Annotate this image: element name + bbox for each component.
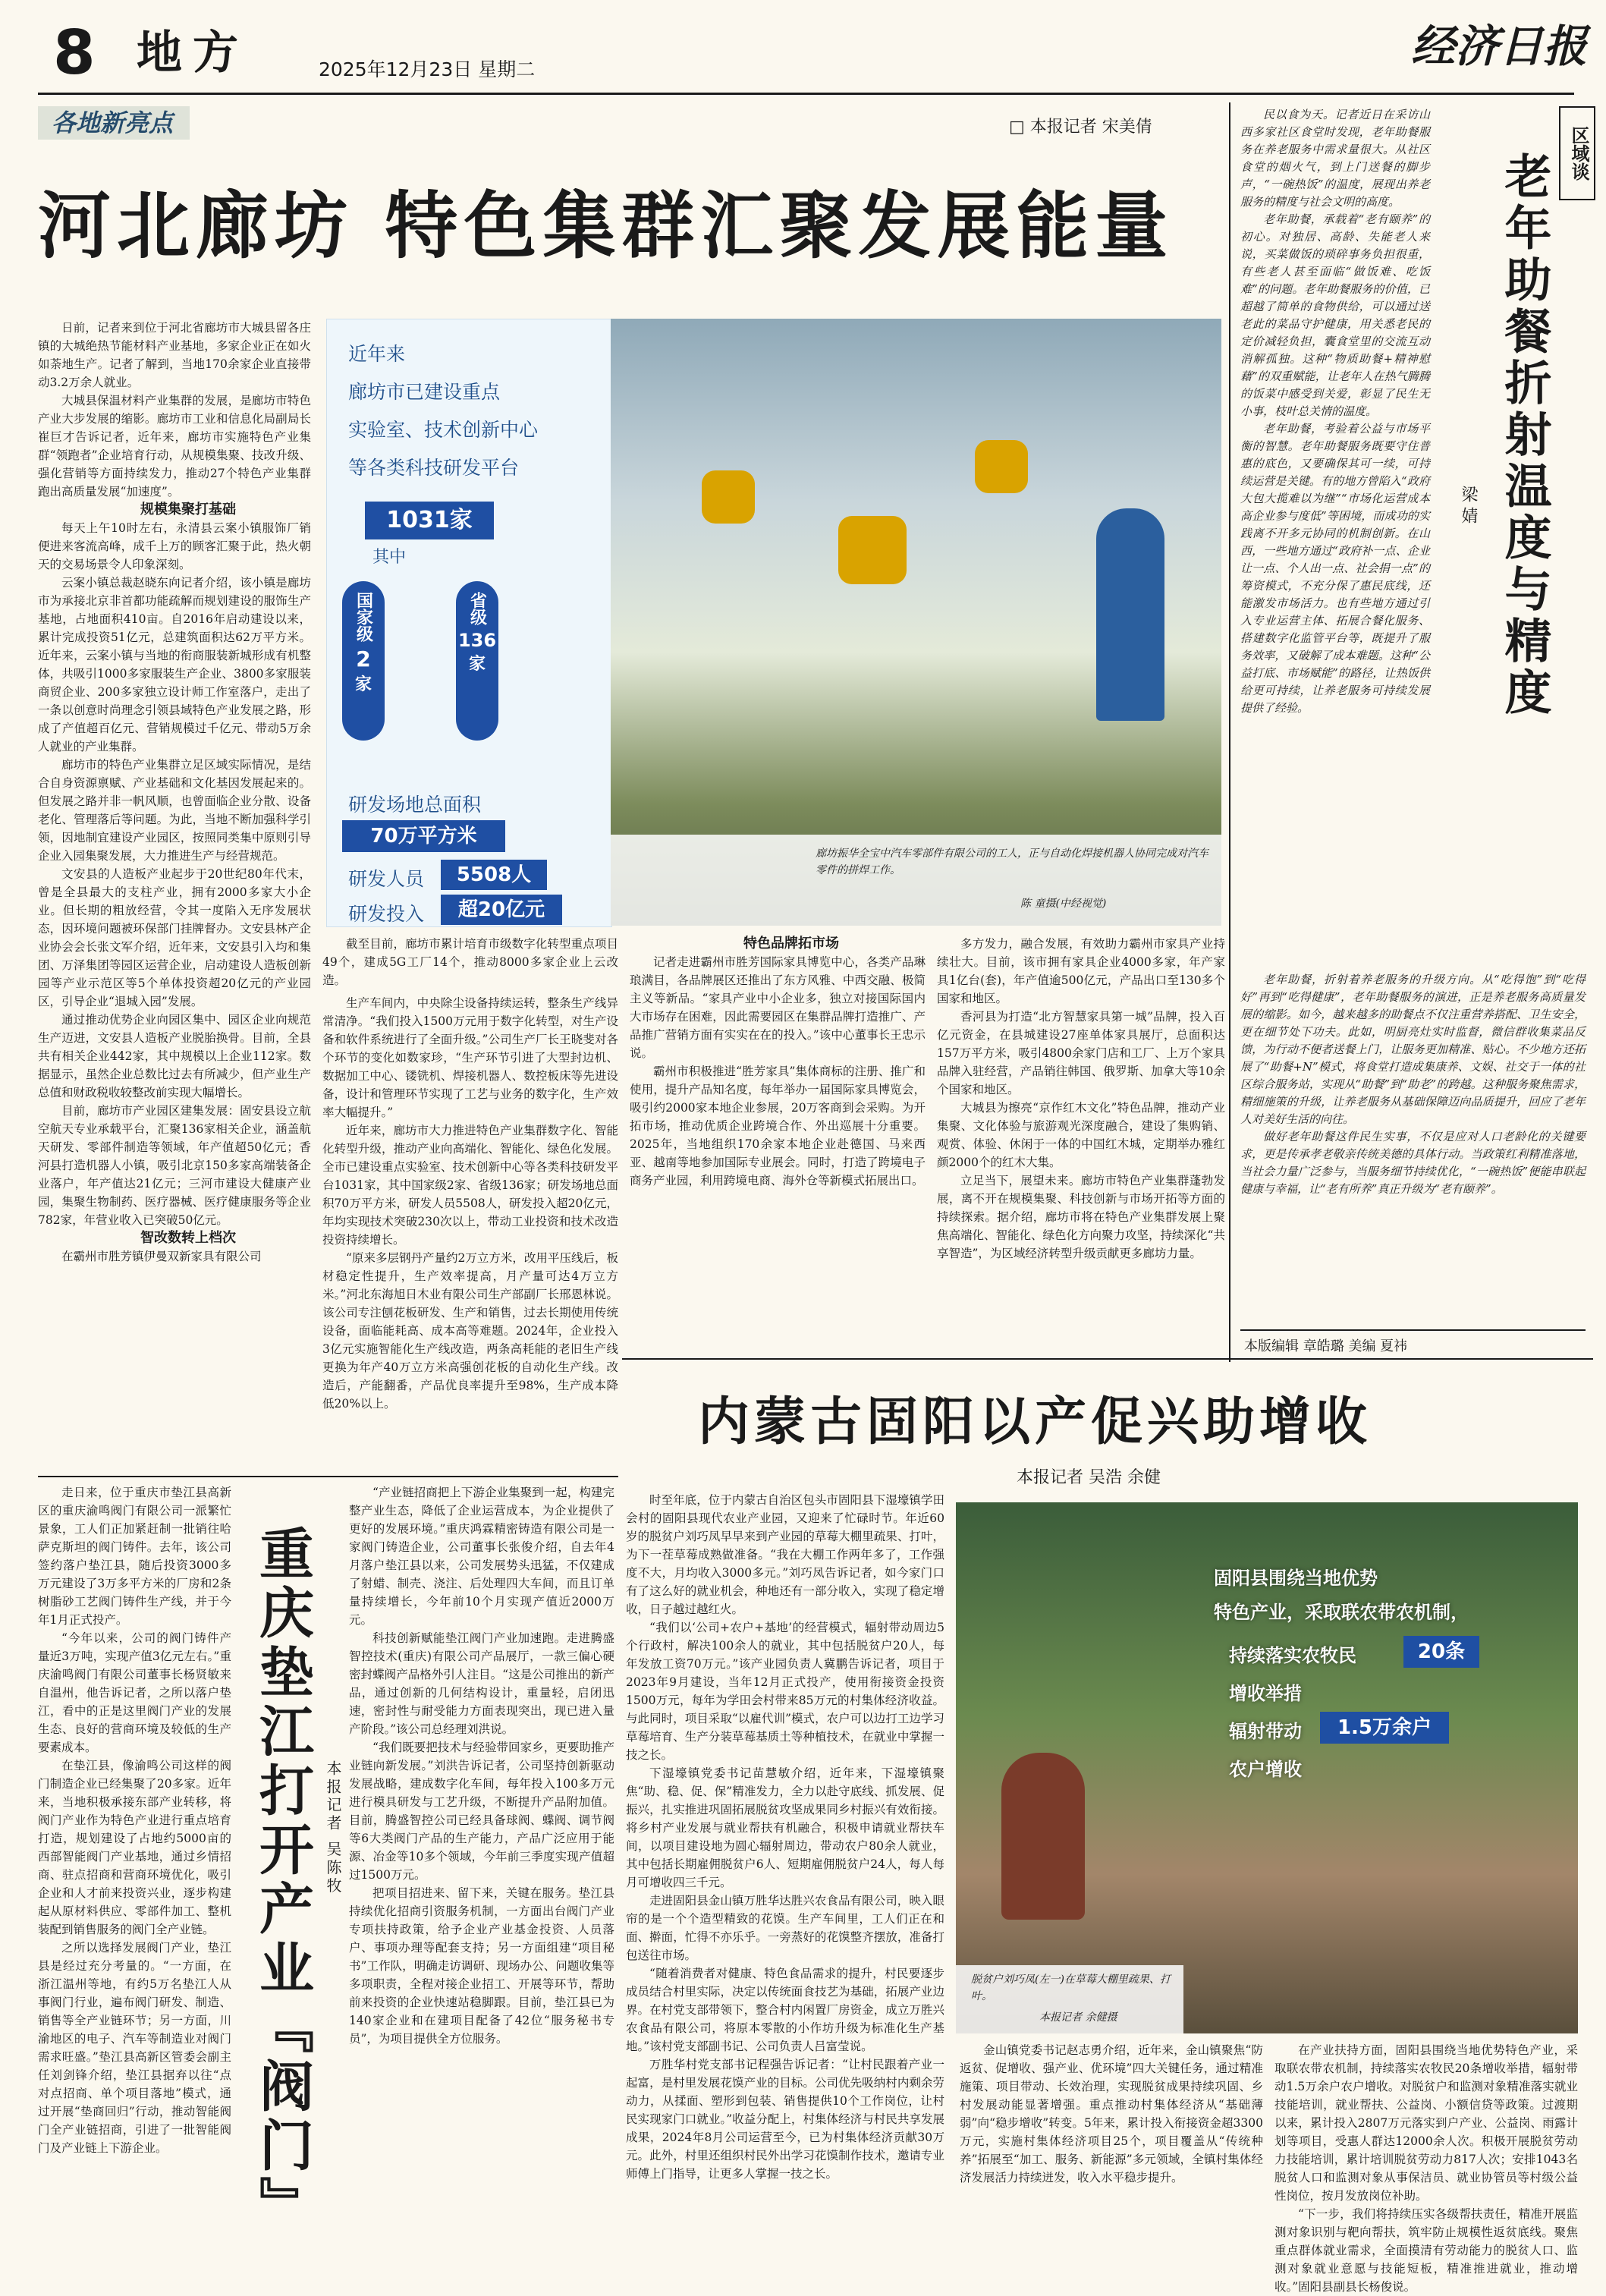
area-value: 70万平方米 xyxy=(342,820,505,852)
article3-title: 重庆垫江打开产业『阀门』 xyxy=(250,1525,315,2235)
provincial-value: 136 xyxy=(457,630,497,651)
info-line: 廊坊市已建设重点 xyxy=(348,381,501,403)
article2-col2 xyxy=(960,2041,1263,2261)
households-badge: 1.5万余户 xyxy=(1320,1712,1449,1744)
provincial-label: 省级 xyxy=(467,592,487,625)
page-editors: 本版编辑 章皓璐 美编 夏祎 xyxy=(1244,1338,1408,1354)
photo-credit: 陈 童摄(中经视觉) xyxy=(1020,898,1107,910)
paragraph: 在霸州市胜芳镇伊曼双新家具有限公司 xyxy=(61,1250,262,1263)
robot-arm-shape xyxy=(838,516,907,584)
paragraph: 做好老年助餐这件民生实事，不仅是应对人口老龄化的关键要求，更是传承孝老敬亲传统美德的具体行动。当政策红利精准落地，当社会力量广泛参与，当服务细节持续优化，“一碗热饭”便能串联起健康与幸福，让“老有所养”真正升级为“老有颐养”。 xyxy=(1240,1130,1586,1196)
rail-author: 梁婧 xyxy=(1459,486,1478,528)
paragraph: 之所以选择发展阀门产业，垫江县是经过充分考量的。“一方面，在浙江温州等地，有约5万名垫江人从事阀门行业，遍布阀门研发、制造、销售等全产业链环节；另一方面，川渝地区的电子、汽车等制造业对阀门需求旺盛。”垫江县高新区管委会副主任刘剑锋介绍，垫江县据弃以往“点对点招商、单个项目落地”模式，通过开展“垫商回归”行动，推动智能阀门全产业链招商，引进了一批智能阀门及产业链上下游企业。 xyxy=(38,1941,231,2155)
paragraph: 生产车间内，中央除尘设备持续运转，整条生产线异常清净。“我们投入1500万元用于数字化转型，对生产设备和软件系统进行了全面升级。”公司生产厂长王晓斐对各个环节的变化如数家珍，“生产环节引进了大型封边机、数据加工中心、镂铣机、焊接机器人、数控板床等先进设备，设计和管理环节实现了工艺与业务的数字化，生产效率大幅提升。” xyxy=(322,996,618,1119)
paragraph: “产业链招商把上下游企业集聚到一起，构建完整产业生态，降低了企业运营成本，为企业提供了更好的发展环境。”重庆鸿霖精密铸造有限公司是一家阀门铸造企业，公司董事长张俊介绍，自去年4月落户垫江县以来，公司发展势头迅猛，不仅建成了射蜡、制壳、浇注、后处理四大车间，而且订单量持续增长，今年前10个月实现产值近2000万元。 xyxy=(349,1486,614,1627)
staff-label: 研发人员 xyxy=(348,868,425,890)
paragraph: 近年来，廊坊市大力推进特色产业集群数字化、智能化转型升级，推动产业向高端化、智能化、绿色化发展。全市已建设重点实验室、技术创新中心等各类科技研发平台1031家，其中国家级2家、省级136家；研发场地总面积70万平方米，研发人员5508人，研发投入超20亿元，年均实现技术突破230次以上，带动工业投资和技术改造投资持续增长。 xyxy=(322,1124,618,1247)
total-platforms-badge: 1031家 xyxy=(365,502,494,539)
newspaper-logo: 经济日报 xyxy=(1411,20,1588,72)
farmer-figure xyxy=(1001,1753,1085,1920)
paragraph: 万胜华村党支部书记程强告诉记者：“让村民跟着产业一起富，是村里发展花馍产业的目标。公司优先吸纳村内剩余劳动力，从揉面、塑形到包装、销售提供10个工作岗位，让村民实现家门口就业。”收益分配上，村集体经济与村民共享发展成果，2024年8月公司运营至今，已为村集体经济贡献30万元。此外，村里还组织村民外出学习花馍制作技术，邀请专业师傅上门指导，让更多人掌握一技之长。 xyxy=(626,2058,944,2181)
info-line: 农户增收 xyxy=(1229,1759,1302,1780)
paragraph: 老年助餐，考验着公益与市场平衡的智慧。老年助餐服务既要守住普惠的底色，又要确保其可一续，可持续运营是关键。有的地方曾陷入“政府大包大揽难以为继”“市场化运营成本高企业参与度低”等困境，而成功的实践离不开多元协同的机制创新。在山西，一些地方通过“政府补一点、企业让一点、个人出一点、社会捐一点”的筹资模式，不充分保了惠民底线，还能激发市场活力。也有些地方通过引入专业运营主体、拓展合餐化服务、搭建数字化监管平台等，既提升了服务效率，又破解了成本难题。这种“公益打底、市场赋能”的路径，让热饭供给更可持续，让养老服务可持续发展提供了经验。 xyxy=(1240,422,1430,715)
rail-col2 xyxy=(1240,971,1586,1320)
paragraph: 金山镇党委书记赵志勇介绍，近年来，金山镇聚焦“防返贫、促增收、强产业、优环境”四大关键任务，通过精准施策、项目带动、长效治理，实现脱贫成果持续巩固、乡村发展动能显著增强。重点推动村集体经济从“基础薄弱”向“稳步增收”转变。5年来，累计投入衔接资金超3300万元，实施村集体经济项目25个，项目覆盖从“传统种养”拓展至“加工、服务、新能源”多元领域，全镇村集体经济发展活力持续迸发，收入水平稳步提升。 xyxy=(960,2043,1263,2184)
issue-date: 2025年12月23日 星期二 xyxy=(319,58,536,80)
article1-col2-top xyxy=(322,935,618,987)
info-line: 特色产业，采取联农带农机制， xyxy=(1214,1602,1469,1623)
info-line: 持续落实农牧民 xyxy=(1229,1645,1356,1666)
paragraph: 把项目招进来、留下来，关键在服务。垫江县持续优化招商引资服务机制，一方面出台阀门产业专项扶持政策，给予企业产业基金投资、人员落户、事项办理等配套支持；另一方面组建“项目秘书”工作队，明确走访调研、现场办公、问题收集等多项职责，全程对接企业招工、开展等环节，帮助前来投资的企业快速站稳脚跟。目前，垫江县已为140家企业和在建项目配备了42位“服务秘书专员”，为项目提供全方位服务。 xyxy=(349,1886,614,2046)
article2-byline: 本报记者 吴浩 余健 xyxy=(1017,1468,1161,1487)
article3-byline: 本报记者 吴陈牧 xyxy=(324,1760,342,1896)
invest-label: 研发投入 xyxy=(348,903,425,925)
section-name: 地方 xyxy=(137,27,249,80)
column-kicker: 各地新亮点 xyxy=(38,106,190,140)
info-line: 固阳县围绕当地优势 xyxy=(1214,1568,1378,1589)
paragraph: 下湿壕镇党委书记苗慧敏介绍，近年来，下湿壕镇聚焦“助、稳、促、保”精准发力，全力以赴守底线、抓发展、促振兴，扎实推进巩固拓展脱贫攻坚成果同乡村振兴有效衔接。将乡村产业发展与就业帮扶有机融合，积极申请就业帮扶车间，以项目建设地为圆心辐射周边，带动农户80余人就业，其中包括长期雇佣脱贫户6人、短期雇佣脱贫户24人，每人每月可增收四三千元。 xyxy=(626,1766,944,1889)
info-line: 增收举措 xyxy=(1229,1683,1302,1704)
invest-value: 超20亿元 xyxy=(441,895,562,925)
caption-panel xyxy=(956,1965,1183,2033)
article2-top-rule xyxy=(622,1358,1593,1360)
paragraph: 多方发力，融合发展，有效助力霸州市家具产业持续壮大。目前，该市拥有家具企业4000多家，年产家具1亿台(套)，年产值逾500亿元，产品出口至130多个国家和地区。 xyxy=(937,937,1225,1005)
paragraph: 科技创新赋能垫江阀门产业加速跑。走进腾盛智控技术(重庆)有限公司产品展厅，一款三偏心硬密封蝶阀产品格外引人注目。“这是公司推出的新产品，通过创新的几何结构设计，重量轻，启闭迅速，密封性与耐受能力方面表现突出，现已进入量产阶段。”该公司总经理刘洪说。 xyxy=(349,1631,614,1736)
article1-title: 河北廊坊 特色集群汇聚发展能量 xyxy=(38,183,1174,269)
paragraph: 在产业扶持方面，固阳县围绕当地优势特色产业，采取联农带农机制，持续落实农牧民20条增收举措，辐射带动1.5万余户农户增收。对脱贫户和监测对象精准落实就业技能培训，就业帮扶、公益岗、小额信贷等政策。过渡期以来，累计投入2807万元落实到户产业、公益岗、雨露计划等项目，受惠人群达12000余人次。积极开展脱贫劳动力技能培训，累计培训脱贫劳动力817人次；安排1043名脱贫人口和监测对象从事保洁员、就业协管员等村级公益性岗位，按月发放岗位补助。 xyxy=(1274,2043,1578,2203)
masthead-rule xyxy=(38,93,1574,95)
paragraph: 云案小镇总裁赵晓东向记者介绍，该小镇是廊坊市为承接北京非首都功能疏解而规划建设的服饰生产基地，占地面积410亩。自2016年启动建设以来，累计完成投资51亿元，总建筑面积达62万平方米。近年来，云案小镇与当地的衔商服装新城形成有机整体，共吸引1000多家服装生产企业、3800多家服装商贸企业、200多家独立设计师工作室落户，走出了一条以创意时尚理念引领县域特色产业发展之路，形成了产值超百亿元、营销规模过千亿元、带动5万余人就业的产业集群。 xyxy=(38,576,311,753)
paragraph: “原来多层钢丹产量约2万立方米，改用平压线后，板材稳定性提升，生产效率提高，月产量可达4万立方米。”河北东海旭日木业有限公司生产部副厂长邢恩林说。该公司专注刨花板研发、生产和销售，过去长期使用传统设备，面临能耗高、成本高等难题。2024年，企业投入3亿元实施智能化生产线改造，两条高耗能的老旧生产线更换为年产40万立方米高强创花板的自动化生产线。改造后，产能翻番，产品优良率提升至98%，生产成本降低20%以上。 xyxy=(322,1251,618,1411)
article1-col4 xyxy=(937,935,1225,1329)
subheading: 特色品牌拓市场 xyxy=(743,936,839,951)
rail-bottom-rule xyxy=(1240,1329,1586,1331)
paragraph: 日前，记者来到位于河北省廊坊市大城县留各庄镇的大城绝热节能材料产业基地，多家企业正在如火如荼地生产。记者了解到，当地170余家企业直接带动3.2万余人就业。 xyxy=(38,321,311,389)
caption-panel xyxy=(611,835,1221,926)
paragraph: 目前，廊坊市产业园区建集发展：固安县设立航空航天专业承载平台，汇聚136家相关企业，涵盖航天研发、零部件制造等领域，年产值超50亿元；香河县打造机器人小镇，吸引北京150多家高端装备企业落户，年产值达21亿元；三河市建设大健康产业园，集聚生物制药、医疗器械、医疗健康服务等企业782家，年营业收入已突破50亿元。 xyxy=(38,1104,311,1227)
rail-tag: 区域谈 xyxy=(1559,106,1595,200)
paragraph: 廊坊市的特色产业集群立足区域实际情况，是结合自身资源禀赋、产业基础和文化基因发展起来的。但发展之路并非一帆风顺，也曾面临企业分散、设备老化、管理落后等问题。为此，当地不断加强科学引领，因地制宜建设产业园区，按照同类集中原则引导企业入园集聚发展，大力推进生产与经营规范。 xyxy=(38,758,311,863)
measures-count-badge: 20条 xyxy=(1403,1636,1479,1668)
info-line: 等各类科技研发平台 xyxy=(348,457,520,479)
subheading: 智改数转上档次 xyxy=(140,1230,236,1246)
robot-arm-shape xyxy=(702,470,755,524)
photo-caption: 脱贫户刘巧凤(左一)在草莓大棚里疏果、打叶。 xyxy=(971,1974,1171,2002)
national-unit: 家 xyxy=(354,675,372,694)
article2-col1 xyxy=(626,1491,944,2261)
paragraph: 走日来，位于重庆市垫江县高新区的重庆渝鸣阀门有限公司一派繁忙景象，工人们正加紧赶制一批销往哈萨克斯坦的阀门铸件。去年，该公司签约落户垫江县，随后投资3000多万元建设了3万多平方米的厂房和2条树脂砂工艺阀门铸件生产线，并于今年1月正式投产。 xyxy=(38,1486,231,1627)
paragraph: 每天上午10时左右，永清县云案小镇服饰厂销便进来客流高峰，成千上万的顾客汇聚于此，热火朝天的交易场景令人印象深刻。 xyxy=(38,521,311,571)
area-label: 研发场地总面积 xyxy=(348,794,482,816)
paragraph: 老年助餐，承载着“老有颐养”的初心。对独居、高龄、失能老人来说，买菜做饭的琐碎事务负担很重，有些老人甚至面临“做饭难、吃饭难”的问题。老年助餐服务的价值，已超越了简单的食物供给，可以通过送老此的菜品守护健康，用关悉老民的定价减轻负担，囊食堂里的交流互动消解孤独。这种“物质助餐+精神慰藉”的双重赋能，让老年人在热气腾腾的饭菜中感受到关爱，彰显了民生无小事，枝叶总关情的温度。 xyxy=(1240,212,1430,418)
page-number: 8 xyxy=(53,17,96,88)
article1-col1 xyxy=(38,319,311,1464)
paragraph: 大城县保温材料产业集群的发展，是廊坊市特色产业大步发展的缩影。廊坊市工业和信息化局副局长崔巨才告诉记者，近年来，廊坊市实施特色产业集群“领跑者”企业培育行动，从规模集聚、技改升级、强化营销等方面持续发力，推动27个特色产业集群跑出高质量发展“加速度”。 xyxy=(38,394,311,499)
paragraph: “下一步，我们将持续压实各级帮扶责任，精准开展监测对象识别与靶向帮扶，筑牢防止规模性返贫底线。聚焦重点群体就业需求，全面摸清有劳动能力的脱贫人口、监测对象就业意愿与技能短板，精准推进就业，推动增收。”固阳县副县长杨俊说。 xyxy=(1274,2207,1578,2294)
rail-divider xyxy=(1229,102,1230,1362)
rail-title: 老年助餐折射温度与精度 xyxy=(1497,152,1552,719)
article3-top-rule xyxy=(38,1476,618,1477)
factory-robot-photo xyxy=(611,319,1221,926)
info-line: 辐射带动 xyxy=(1229,1721,1302,1742)
info-line: 近年来 xyxy=(348,343,406,365)
rail-col1 xyxy=(1240,106,1430,964)
paragraph: 记者走进霸州市胜芳国际家具博览中心，各类产品琳琅满目，各品牌展区还推出了东方风雅、中西交融、极简主义等新品。“家具产业中小企业多，独立对接国际国内大市场存在困难，因此需要园区在集群品牌打造推广、产品推广营销方面有实实在在的投入。”该中心董事长王忠示说。 xyxy=(630,955,926,1060)
national-label: 国家级 xyxy=(354,592,373,642)
paragraph: 立足当下，展望未来。廊坊市特色产业集群蓬勃发展，离不开在规模集聚、科技创新与市场开拓等方面的持续探索。据介绍，廊坊市将在特色产业集群发展上聚焦高端化、智能化、绿色化方向聚力攻坚，持续深化“共享智造”，为区域经济转型升级贡献更多廊坊力量。 xyxy=(937,1174,1225,1260)
paragraph: 民以食为天。记者近日在采访山西多家社区食堂时发现，老年助餐服务在养老服务中需求量很大。从社区食堂的烟火气，到上门送餐的脚步声，“一碗热饭”的温度，展现出养老服务的精度与社会文明的高度。 xyxy=(1240,108,1430,209)
paragraph: 时至年底，位于内蒙古自治区包头市固阳县下湿壕镇学田会村的固阳县现代农业产业园，又迎来了忙碌时节。年近60岁的脱贫户刘巧凤早早来到产业园的草莓大棚里疏果、打叶，为下一茬草莓成熟做准备。“我在大棚工作两年多了，工作强度不大，月均收入3000多元。”刘巧凤告诉记者，如今家门口有了这么好的就业机会，种地还有一部分收入，实现了稳定增收，日子越过越红火。 xyxy=(626,1493,944,1616)
national-level-badge xyxy=(342,581,385,741)
paragraph: 文安县的人造板产业起步于20世纪80年代末，曾是全县最大的支柱产业，拥有2000多家大小企业。但长期的粗放经营，令其一度陷入无序发展状态，因环境问题被环保部门挂牌督办。文安县林产企业协会会长张文军介绍，近年来，文安县引入均和集团、万泽集团等园区运营企业，启动建设人造板创新园等产业示范区等5个单体投资超20亿元的产业园区，引导企业“退城入园”发展。 xyxy=(38,867,311,1008)
national-value: 2 xyxy=(356,646,371,672)
paragraph: 老年助餐，折射着养老服务的升级方向。从“吃得饱”到“吃得好”再到“吃得健康”，老年助餐服务的演进，正是养老服务高质量发展的缩影。如今，越来越多的助餐点不仅注重营养搭配、卫生安全，更在细节处下功夫。此如，明厨亮灶实时监督，微信群收集菜品反馈，为行动不便者送餐上门，让服务更加精准、贴心。不少地方还拓展了“助餐+N”模式，将食堂打造成集康养、文娱、社交于一体的社区综合服务站，实现从“助餐”到“助老”的跨越。这种服务聚焦需求，精细施策的升级，让养老服务从基础保障迈向品质提升，回应了老年人对美好生活的向往。 xyxy=(1240,973,1586,1126)
paragraph: “我们以‘公司+农户+基地’的经营模式，辐射带动周边5个行政村，解决100余人的就业，其中包括脱贫户20人，每年发放工资70万元。”该产业园负责人冀鹏告诉记者，项目于2023年9月建设，当年12月正式投产，使用衔接资金投资1500万元，每年为学田会村带来85万元的村集体经济收益。与此同时，项目采取“以雇代训”模式，农户可以边打工边学习草莓培育、生产分装草莓基质土等种植技术，在就业中掌握一技之长。 xyxy=(626,1621,944,1762)
robot-arm-shape xyxy=(975,440,1028,493)
paragraph: “随着消费者对健康、特色食品需求的提升，村民要逐步成员结合村里实际，决定以传统面食技艺为基础，拓展产业边界。在村党支部带领下，整合村内闲置厂房资金，成立万胜兴农食品有限公司，将原本零散的小作坊升级为标准化生产基地。”该村党支部副书记、公司负责人吕富莹说。 xyxy=(626,1967,944,2053)
worker-figure xyxy=(1096,508,1164,721)
paragraph: 通过推动优势企业向园区集中、园区企业向规范生产迈进，文安县人造板产业脱胎换骨。目前，全县共有相关企业442家，其中规模以上企业112家。数据显示，虽然企业总数比过去有所减少，但产业生产总值和财政税收较整改前实现大幅增长。 xyxy=(38,1013,311,1099)
article3-col1 xyxy=(38,1483,231,2261)
subheading: 规模集聚打基础 xyxy=(140,502,236,517)
article2-title: 内蒙古固阳以产促兴助增收 xyxy=(698,1392,1372,1452)
photo-credit: 本报记者 余健摄 xyxy=(1039,2011,1117,2024)
rd-platform-infographic xyxy=(326,319,612,927)
paragraph: 香河县为打造“北方智慧家具第一城”品牌，投入百亿元资金，在县城建设27座单体家具展厅，总面积达157万平方米，吸引4800余家门店和工厂、上万个家具品牌入驻经营，产品销往韩国、俄罗斯、加拿大等10余个国家和地区。 xyxy=(937,1010,1225,1096)
strawberry-greenhouse-photo xyxy=(956,1502,1578,2033)
provincial-unit: 家 xyxy=(468,655,486,674)
photo-caption: 廊坊振华全宝中汽车零部件有限公司的工人，正与自动化焊接机器人协同完成对汽车零件的拼焊工作。 xyxy=(816,848,1208,876)
paragraph: 截至目前，廊坊市累计培育市级数字化转型重点项目49个，建成5G工厂14个，推动8000多家企业上云改造。 xyxy=(322,937,618,987)
info-line: 实验室、技术创新中心 xyxy=(348,419,539,441)
info-among: 其中 xyxy=(372,548,407,567)
article1-byline: □ 本报记者 宋美倩 xyxy=(1009,118,1152,137)
paragraph: “今年以来，公司的阀门铸件产量近3万吨，实现产值3亿元左右。”重庆渝鸣阀门有限公司董事长杨贤敏来自温州，他告诉记者，之所以落户垫江，看中的正是这里阀门产业的发展生态、良好的营商环境及较低的生产要素成本。 xyxy=(38,1631,231,1754)
article1-col2 xyxy=(322,994,618,1464)
article2-col3 xyxy=(1274,2041,1578,2294)
paragraph: “我们既要把技术与经验带回家乡，更要助推产业链向新发展。”刘洪告诉记者，公司坚持创新驱动发展战略，建成数字化车间，每年投入100多万元进行模具研发与工艺升级，不断提升产品附加值。目前，腾盛智控公司已经具备球阀、蝶阀、调节阀等6大类阀门产品的生产能力，产品广泛应用于能源、冶金等10多个领域，今年前三季度实现产值超过1500万元。 xyxy=(349,1741,614,1882)
article3-col2 xyxy=(349,1483,614,2261)
paragraph: 霸州市积极推进“胜芳家具”集体商标的注册、推广和使用，提升产品知名度，每年举办一届国际家具博览会，吸引约2000家本地企业参展，20万客商到会采购。为开拓市场，推动优质企业跨境合作、外出巡展十分重要。2025年，当地组织170余家本地企业赴德国、马来西亚、越南等地参加国际专业展会。同时，打造了跨境电子商务产业园，利用跨境电商、海外仓等新模式拓展出口。 xyxy=(630,1065,926,1187)
paragraph: 走进固阳县金山镇万胜华达胜兴农食品有限公司，映入眼帘的是一个个造型精致的花馍。生产车间里，工人们正在和面、擀面，忙得不亦乐乎。一旁蒸好的花馍整齐摆放，准备打包送往市场。 xyxy=(626,1894,944,1962)
provincial-level-badge xyxy=(456,581,498,741)
staff-value: 5508人 xyxy=(441,860,547,890)
paragraph: 大城县为擦亮“京作红木文化”特色品牌，推动产业集聚、文化体验与旅游观光深度融合，建设了集购销、观赏、体验、休闲于一体的中国红木城，定期举办雅红颜2000个的红木大集。 xyxy=(937,1101,1225,1169)
paragraph: 在垫江县，像渝鸣公司这样的阀门制造企业已经集聚了20多家。近年来，当地积极承接东部产业转移，将阀门产业作为特色产业进行重点培育打造，规划建设了占地约5000亩的西部智能阀门产业基地，通过乡情招商、驻点招商和营商环境优化，吸引企业和人才前来投资兴业，逐步构建起从原材料供应、零部件加工、整机装配到销售服务的阀门全产业链。 xyxy=(38,1759,231,1936)
